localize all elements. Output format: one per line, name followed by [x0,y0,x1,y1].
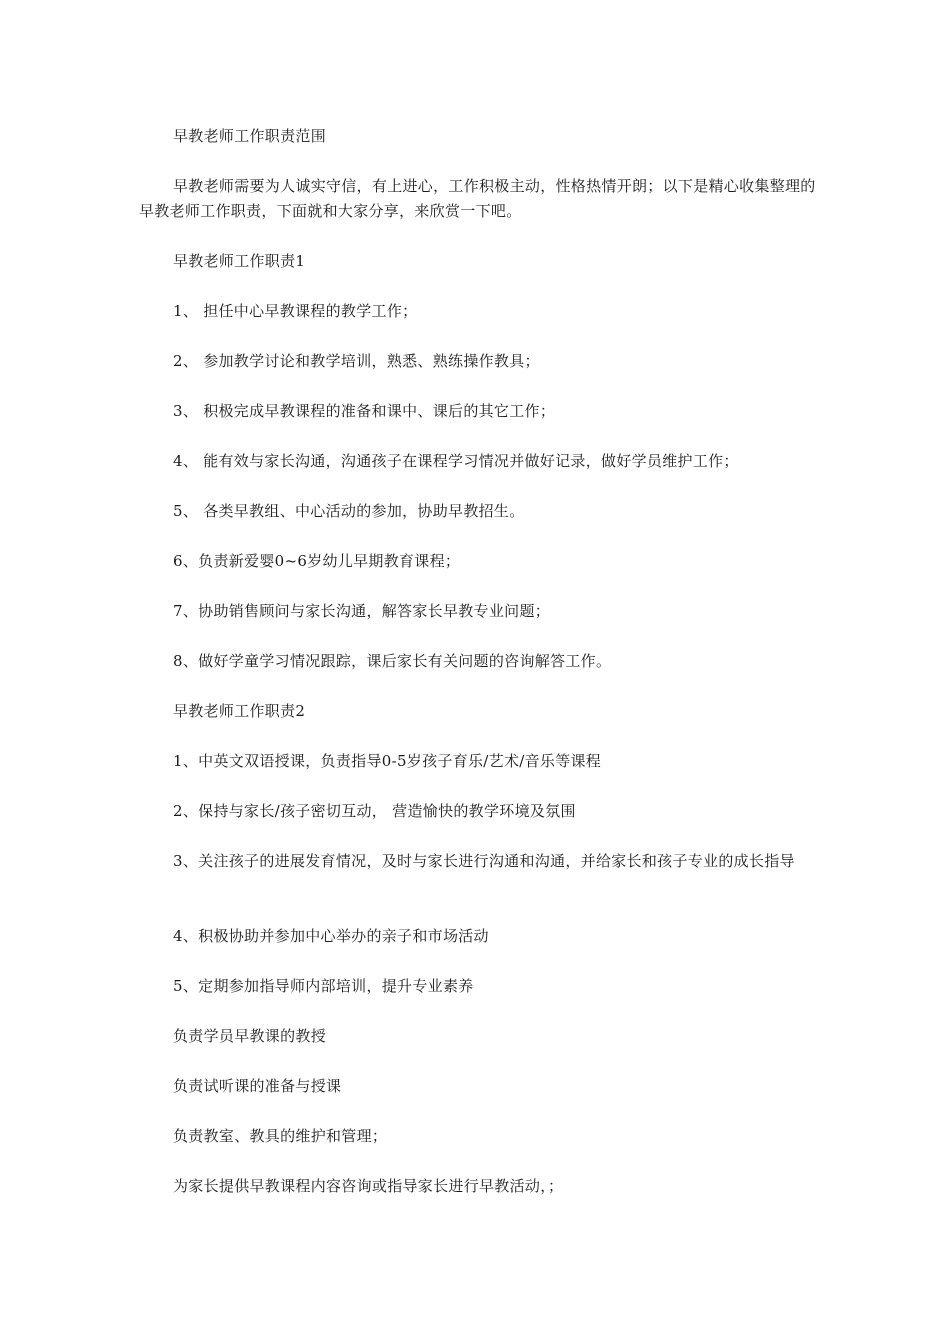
list-item: 负责学员早教课的教授 [173,1027,327,1045]
list-item: 3、关注孩子的进展发育情况，及时与家长进行沟通和沟通，并给家长和孩子专业的成长指导 [173,852,795,870]
list-item: 4、积极协助并参加中心举办的亲子和市场活动 [173,927,489,945]
list-item: 3、 积极完成早教课程的准备和课中、课后的其它工作； [173,402,556,420]
list-item: 1、 担任中心早教课程的教学工作； [173,302,418,320]
document-title: 早教老师工作职责范围 [173,127,327,145]
list-item: 为家长提供早教课程内容咨询或指导家长进行早教活动，； [173,1177,564,1195]
list-item: 1、中英文双语授课，负责指导0-5岁孩子育乐/艺术/音乐等课程 [173,752,602,770]
list-item: 8、做好学童学习情况跟踪，课后家长有关问题的咨询解答工作。 [173,652,612,670]
list-item: 2、保持与家长/孩子密切互动， 营造愉快的教学环境及氛围 [173,802,576,820]
list-item: 负责教室、教具的维护和管理； [173,1127,388,1145]
section-1-heading: 早教老师工作职责1 [173,252,306,270]
list-item: 2、 参加教学讨论和教学培训，熟悉、熟练操作教具； [173,352,540,370]
list-item: 5、定期参加指导师内部培训，提升专业素养 [173,977,474,995]
list-item: 5、 各类早教组、中心活动的参加，协助早教招生。 [173,502,525,520]
list-item: 4、 能有效与家长沟通，沟通孩子在课程学习情况并做好记录，做好学员维护工作； [173,452,739,470]
section-2-heading: 早教老师工作职责2 [173,702,306,720]
intro-paragraph: 早教老师需要为人诚实守信，有上进心，工作积极主动，性格热情开朗；以下是精心收集整理的早教老师工作职责，下面就和大家分享，来欣赏一下吧。 [139,177,816,220]
list-item: 7、协助销售顾问与家长沟通，解答家长早教专业问题； [173,602,551,620]
list-item: 负责试听课的准备与授课 [173,1077,342,1095]
list-item: 6、负责新爱婴0~6岁幼儿早期教育课程； [173,552,461,570]
